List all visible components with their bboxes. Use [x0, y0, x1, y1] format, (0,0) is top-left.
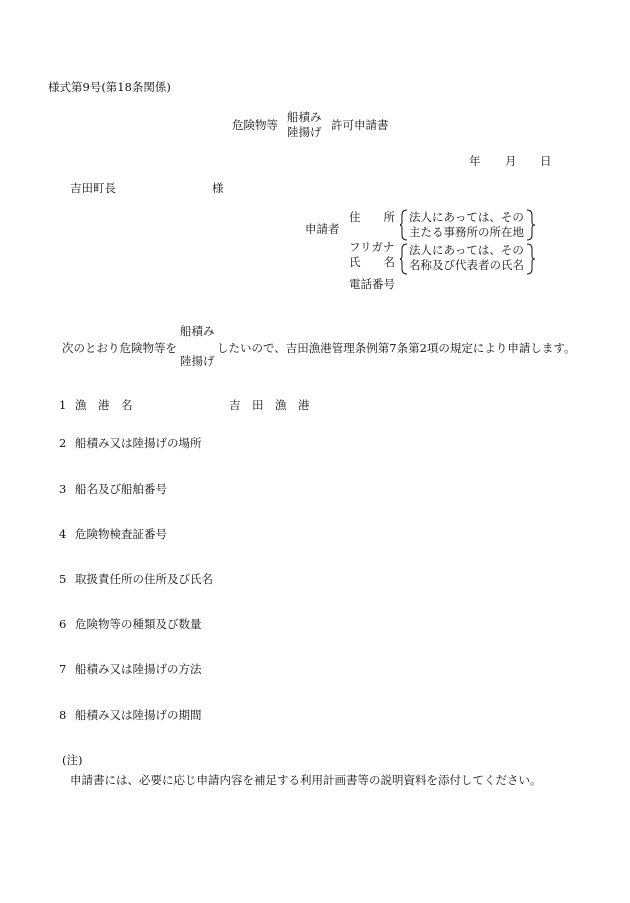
item-1-label: 漁 港 名	[75, 398, 133, 412]
date-month: 月	[505, 154, 517, 168]
name-note-line2: 名称及び代表者の氏名	[409, 258, 524, 272]
address-label: 住 所	[349, 210, 395, 224]
addressee-honorific: 様	[212, 181, 224, 195]
name-label: 氏 名	[349, 255, 395, 269]
address-note-line1: 法人にあっては、その	[409, 210, 524, 224]
date-day: 日	[540, 154, 552, 168]
title-prefix: 危険物等	[232, 118, 278, 132]
addressee-name: 吉田町長	[70, 181, 116, 195]
item-2-label: 船積み又は陸揚げの場所	[75, 436, 202, 450]
item-1-number: 1	[59, 398, 67, 412]
statement-before: 次のとおり危険物等を	[62, 341, 177, 355]
item-5-number: 5	[59, 572, 67, 586]
title-option-bottom: 陸揚げ	[287, 125, 322, 139]
title-suffix: 許可申請書	[331, 118, 389, 132]
statement-option-bottom: 陸揚げ	[180, 354, 215, 368]
item-6-number: 6	[59, 617, 67, 631]
item-8-label: 船積み又は陸揚げの期間	[75, 708, 202, 722]
item-3-label: 船名及び船舶番号	[75, 482, 167, 496]
applicant-label: 申請者	[305, 222, 340, 236]
item-5-label: 取扱責任所の住所及び氏名	[75, 572, 213, 586]
address-note-line2: 主たる事務所の所在地	[409, 225, 524, 239]
title-option-top: 船積み	[287, 110, 322, 124]
furigana-label: フリガナ	[349, 240, 395, 254]
item-4-label: 危険物検査証番号	[75, 527, 167, 541]
phone-label: 電話番号	[349, 277, 395, 291]
item-4-number: 4	[59, 527, 67, 541]
item-1-value: 吉 田 漁 港	[229, 398, 310, 412]
statement-after: したいので、吉田漁港管理条例第7条第2項の規定により申請します。	[217, 341, 576, 355]
item-7-label: 船積み又は陸揚げの方法	[75, 662, 202, 676]
statement-option-top: 船積み	[180, 324, 215, 338]
item-6-label: 危険物等の種類及び数量	[75, 617, 202, 631]
item-3-number: 3	[59, 482, 67, 496]
item-2-number: 2	[59, 436, 67, 450]
note-heading: (注)	[62, 753, 83, 767]
date-year: 年	[469, 154, 481, 168]
note-text: 申請書には、必要に応じ申請内容を補足する利用計画書等の説明資料を添付してください。	[70, 773, 542, 787]
item-8-number: 8	[59, 708, 67, 722]
item-7-number: 7	[59, 662, 67, 676]
form-id: 様式第9号(第18条関係)	[48, 80, 171, 94]
name-note-line1: 法人にあっては、その	[409, 243, 524, 257]
